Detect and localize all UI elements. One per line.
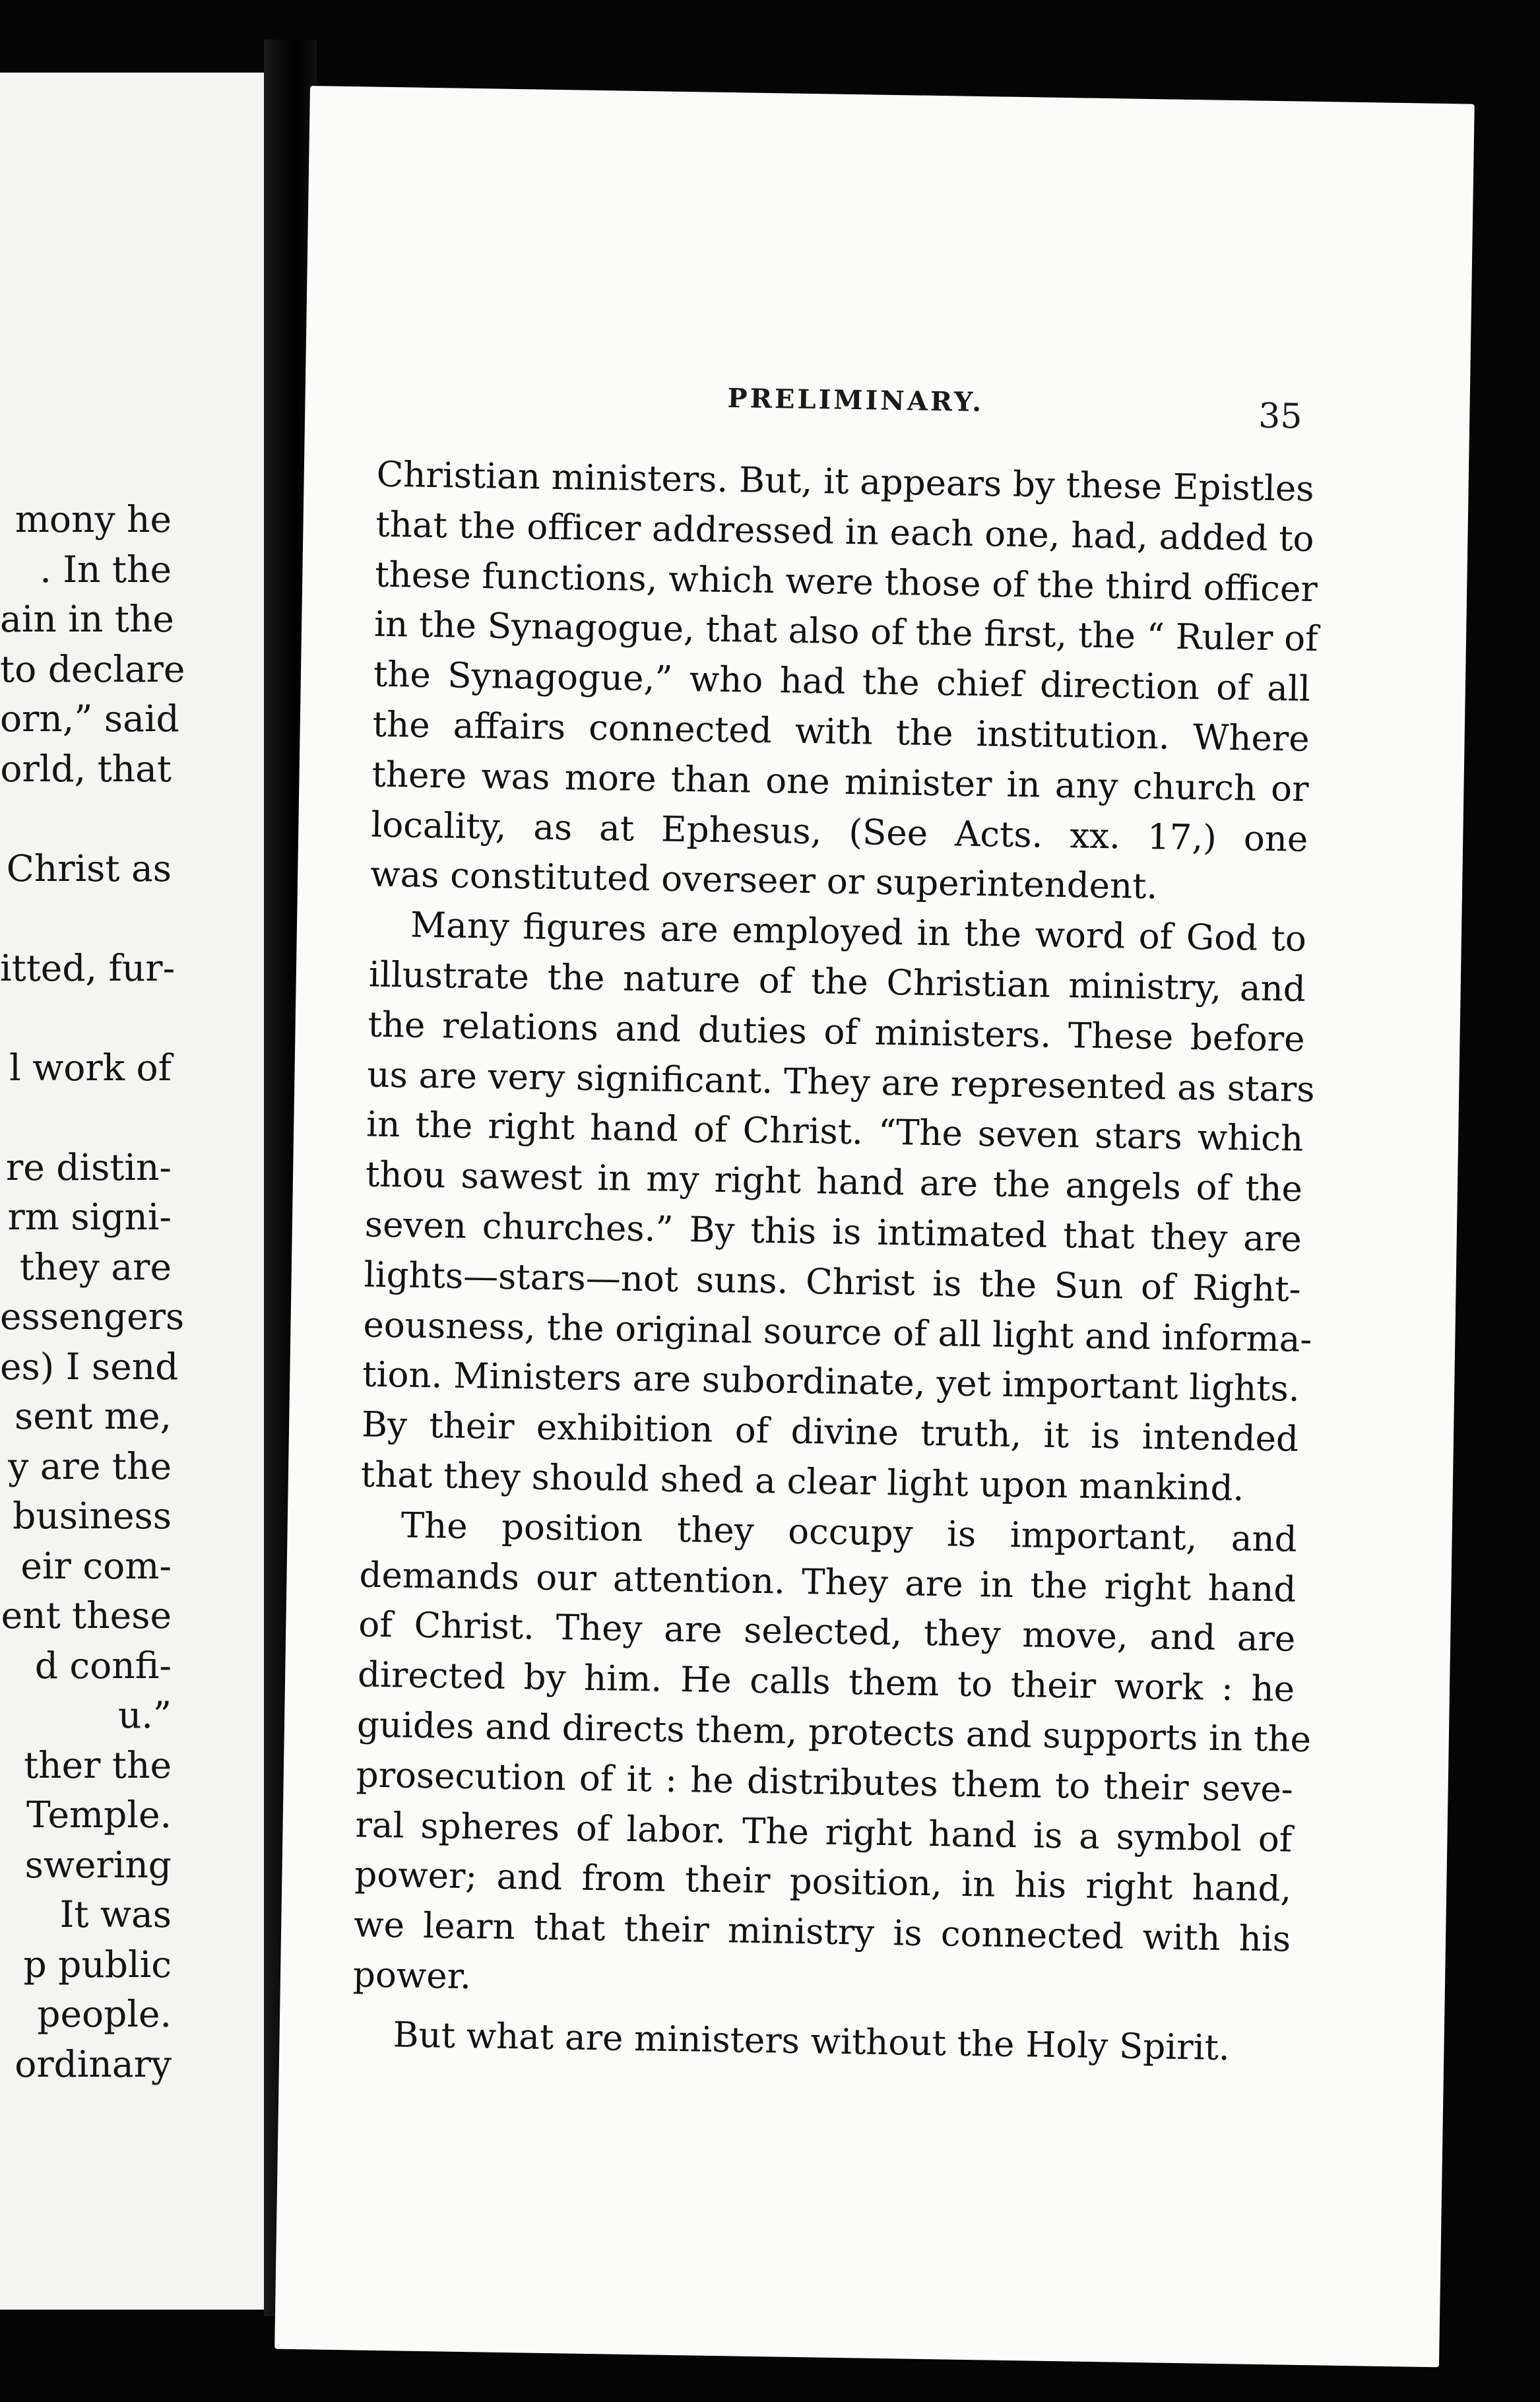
text-line: the relations and duties of ministers. These before xyxy=(368,1004,1305,1060)
left-page-line xyxy=(0,794,172,844)
text-line: eousness, the original source of all light and informa- xyxy=(363,1305,1312,1360)
left-page-line: they are xyxy=(19,1245,172,1288)
left-page-line: orn,” said xyxy=(0,698,179,740)
left-page-line: ain in the xyxy=(0,598,174,640)
left-page-line: orld, that xyxy=(0,747,172,790)
text-line: lights—stars—not suns. Christ is the Sun of Right- xyxy=(364,1254,1302,1310)
left-page-line: eir com- xyxy=(20,1544,172,1587)
text-line: was constituted overseer or superintendent. xyxy=(369,854,1158,907)
left-page-line: ther the xyxy=(24,1743,172,1786)
left-page-line: p public xyxy=(23,1943,172,1986)
left-page-line: ordinary xyxy=(15,2042,172,2085)
text-line: guides and directs them, protects and supports in the xyxy=(356,1704,1312,1761)
left-page-line: d confi- xyxy=(34,1644,172,1687)
left-page-line: essengers xyxy=(0,1295,185,1338)
running-head: PRELIMINARY. xyxy=(727,382,984,418)
left-page-line: ent these xyxy=(1,1594,172,1637)
text-line: of Christ. They are selected, they move, and are xyxy=(358,1604,1296,1660)
left-page-line xyxy=(0,1093,172,1143)
left-page-line: re distin- xyxy=(5,1146,172,1188)
text-line: the Synagogue,” who had the chief direction of all xyxy=(373,654,1311,710)
text-line: ral spheres of labor. The right hand is a symbol of xyxy=(355,1804,1293,1860)
left-page-line: sent me, xyxy=(15,1395,172,1437)
left-page-line: Temple. xyxy=(26,1794,172,1836)
left-page-line: It was xyxy=(59,1893,172,1935)
left-page-line: to declare xyxy=(0,647,185,690)
text-line: us are very significant. They are represented as stars xyxy=(366,1055,1315,1110)
text-line: in the Synagogue, that also of the first, the “ Ruler of xyxy=(373,604,1319,660)
left-page-line: l work of xyxy=(9,1046,172,1089)
text-line: directed by him. He calls them to their work : he xyxy=(357,1654,1295,1710)
text-line: By their exhibition of divine truth, it is intended xyxy=(361,1404,1299,1460)
left-page-line xyxy=(0,893,172,944)
left-page-text xyxy=(0,495,185,2089)
text-line: we learn that their ministry is connected with his xyxy=(353,1904,1291,1960)
text-line: in the right hand of Christ. “The seven stars which xyxy=(366,1104,1304,1160)
left-page-line: mony he xyxy=(15,498,172,540)
text-line: there was more than one minister in any church or xyxy=(371,754,1309,810)
text-line: tion. Ministers are subordinate, yet important lights. xyxy=(362,1354,1300,1410)
text-line: prosecution of it : he distributes them to their seve- xyxy=(356,1755,1294,1810)
text-line: thou sawest in my right hand are the angels of the xyxy=(365,1154,1303,1210)
text-line: that they should shed a clear light upon mankind. xyxy=(360,1454,1244,1509)
paragraph xyxy=(352,1500,1312,2015)
left-page-line: Christ as xyxy=(6,847,172,890)
paragraph xyxy=(360,900,1315,1515)
left-page-line: people. xyxy=(37,1993,172,2035)
left-page-line: itted, fur- xyxy=(0,946,176,989)
left-page-line: u.” xyxy=(117,1694,172,1736)
text-line: locality, as at Ephesus, (See Acts. xx. 17,) one xyxy=(370,804,1308,860)
left-page-line: . In the xyxy=(40,548,172,591)
left-page-line xyxy=(0,993,172,1043)
body-text xyxy=(352,450,1319,2075)
left-page-line: rm signi- xyxy=(7,1196,172,1238)
right-page xyxy=(274,86,1475,2367)
text-line: power; and from their position, in his right hand, xyxy=(354,1854,1292,1910)
text-line: power. xyxy=(352,1955,472,1997)
text-line: The position they occupy is important, and xyxy=(401,1505,1298,1560)
text-line: these functions, which were those of the third officer xyxy=(374,554,1318,610)
left-page-line: business xyxy=(13,1495,172,1537)
left-page xyxy=(0,73,277,2310)
text-line: seven churches.” By this is intimated that they are xyxy=(364,1204,1302,1260)
text-line: Christian ministers. But, it appears by these Epistles xyxy=(376,454,1314,509)
left-page-line: y are the xyxy=(8,1444,172,1487)
text-line: illustrate the nature of the Christian ministry, and xyxy=(368,954,1306,1010)
left-page-line: es) I send xyxy=(0,1345,179,1388)
text-line: demands our attention. They are in the right hand xyxy=(359,1554,1297,1610)
page-number: 35 xyxy=(1258,396,1302,437)
text-line: the affairs connected with the institution. Where xyxy=(372,704,1310,760)
text-line: But what are ministers without the Holy Spirit. xyxy=(393,2015,1231,2068)
text-line: Many figures are employed in the word of God to xyxy=(410,905,1307,960)
left-page-line: swering xyxy=(24,1843,172,1886)
paragraph xyxy=(369,450,1319,915)
text-line: that the officer addressed in each one, had, added to xyxy=(375,504,1314,560)
